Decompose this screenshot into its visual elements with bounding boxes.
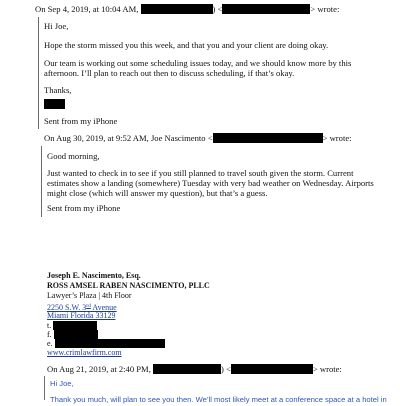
email2-para-line1: Just wanted to check in to see if you still planned to travel south given the storm. Current — [47, 168, 354, 178]
email1-paragraph2-line1: Our team is working out some scheduling issues today, and we should know more by this — [44, 58, 352, 68]
address-link[interactable]: 2250 S.W. 3rd Avenue — [47, 303, 117, 312]
signature-phone: t. — [47, 321, 97, 332]
quote-bar-level3 — [44, 376, 45, 400]
email1-greeting: Hi Joe, — [44, 21, 69, 31]
email2-para-line3: might close (which will answer my question), but that’s a guess. — [47, 188, 268, 198]
email1-paragraph2-line2: afternoon. I’ll plan to reach out then to discuss scheduling, if that’s okay. — [44, 68, 295, 78]
website-link[interactable]: www.crimlawfirm.com — [47, 348, 122, 357]
email-header-sep4: On Sep 4, 2019, at 10:04 AM, ) < > wrote: — [35, 4, 340, 14]
quote-bar-level1 — [38, 17, 39, 129]
email1-paragraph1: Hope the storm missed you this week, and that you and your client are doing okay. — [44, 40, 329, 50]
redacted-sender-name — [141, 4, 213, 14]
email-header-aug21: On Aug 21, 2019, at 2:40 PM, ) < > wrote: — [47, 364, 342, 374]
signature-fax: f. — [47, 330, 98, 341]
redacted-fax — [54, 330, 98, 339]
email2-greeting: Good morning, — [47, 151, 100, 161]
redacted-joe-email — [213, 133, 323, 143]
quote-bar-level2 — [41, 146, 42, 217]
signature-building: Lawyer’s Plaza | 4th Floor — [47, 291, 132, 300]
email1-closing: Thanks, — [44, 85, 72, 95]
email3-greeting: Hi Joe, — [50, 379, 74, 388]
email3-partial-line: Thank you much, will plan to see you then. We’ll most likely meet at a conference space at a hotel in — [50, 395, 387, 404]
redacted-phone — [53, 321, 97, 330]
redacted-sender-email-3 — [231, 364, 313, 374]
city-link[interactable]: Miami Florida 33129 — [47, 311, 116, 320]
email2-sent-from: Sent from my iPhone — [47, 203, 121, 213]
signature-name: Joseph E. Nascimento, Esq. — [47, 271, 141, 280]
redacted-sender-signature — [44, 99, 65, 109]
redacted-sender-email — [222, 4, 310, 14]
email2-para-line2: estimates show a landing (somewhere) Tuesday with very bad weather on Wednesday. Airports — [47, 178, 374, 188]
redacted-email — [55, 339, 165, 348]
signature-email: e. — [47, 339, 165, 350]
email1-signature-redacted — [44, 99, 65, 110]
email-header-aug30: On Aug 30, 2019, at 9:52 AM, Joe Nascimento < > wrote: — [44, 133, 352, 143]
email1-sent-from: Sent from my iPhone — [44, 116, 118, 126]
redacted-sender-name-3 — [153, 364, 221, 374]
signature-firm: ROSS AMSEL RABEN NASCIMENTO, PLLC — [47, 281, 210, 290]
